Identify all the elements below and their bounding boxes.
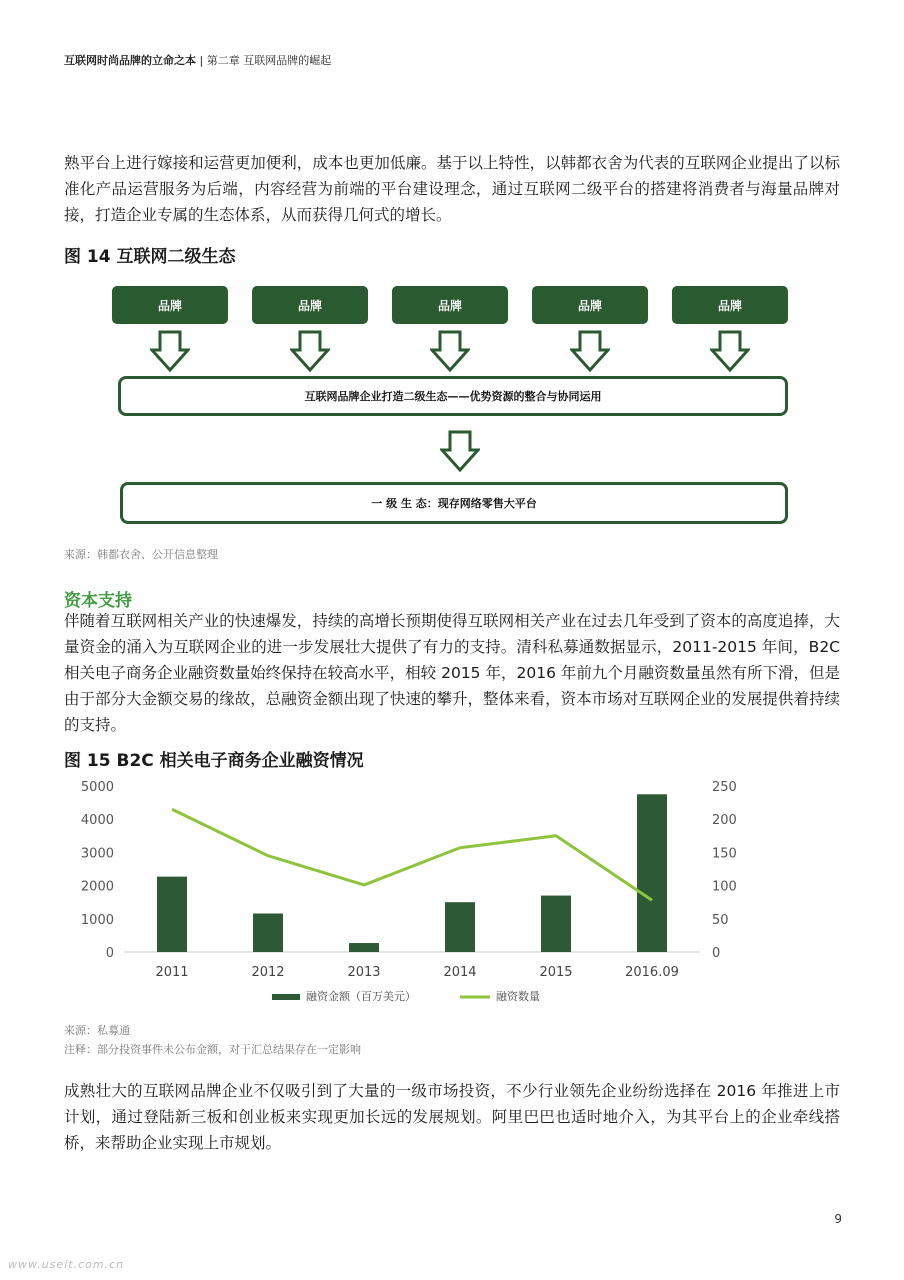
x-tick-label: 2016.09 — [625, 965, 679, 980]
legend-line-label: 融资数量 — [496, 990, 540, 1003]
header-separator: | — [199, 54, 204, 67]
figure-14-source: 来源：韩都衣舍、公开信息整理 — [64, 548, 218, 561]
financing-chart — [64, 772, 784, 1020]
page-number: 9 — [834, 1212, 842, 1226]
y-right-tick-label: 100 — [712, 879, 737, 895]
brand-box-1: 品牌 — [112, 286, 228, 324]
brand-box-3: 品牌 — [392, 286, 508, 324]
down-arrow-icon — [290, 330, 330, 372]
y-right-tick-label: 0 — [712, 946, 721, 961]
x-tick-label: 2011 — [155, 965, 189, 980]
bar-financing-amount — [637, 794, 667, 952]
down-arrow-icon — [570, 330, 610, 372]
x-tick-label: 2014 — [443, 965, 477, 980]
primary-ecosystem-box: 一 级 生 态：现存网络零售大平台 — [120, 482, 788, 524]
paragraph-1: 熟平台上进行嫁接和运营更加便利，成本也更加低廉。基于以上特性，以韩都衣舍为代表的互联网企业提出了以标准化产品运营服务为后端，内容经营为前端的平台建设理念，通过互联网二级平台的搭建将消费者与海量品牌对接，打造企业专属的生态体系，从而获得几何式的增长。 — [64, 154, 840, 224]
bar-financing-amount — [253, 913, 283, 952]
x-tick-label: 2012 — [251, 965, 285, 980]
y-left-tick-label: 3000 — [80, 846, 114, 862]
down-arrow-icon — [440, 430, 480, 472]
figure-14-title: 图 14 互联网二级生态 — [64, 247, 236, 267]
down-arrow-icon — [150, 330, 190, 372]
brand-box-4: 品牌 — [532, 286, 648, 324]
y-right-tick-label: 200 — [712, 813, 737, 829]
bar-financing-amount — [445, 902, 475, 952]
figure-15-title: 图 15 B2C 相关电子商务企业融资情况 — [64, 751, 364, 771]
legend-bar-swatch — [272, 994, 300, 1000]
x-tick-label: 2015 — [539, 965, 573, 980]
down-arrow-icon — [710, 330, 750, 372]
legend-bar-label: 融资金额（百万美元） — [306, 990, 416, 1003]
x-tick-label: 2013 — [347, 965, 381, 980]
paragraph-3: 成熟壮大的互联网品牌企业不仅吸引到了大量的一级市场投资，不少行业领先企业纷纷选择在 2016 年推进上市计划，通过登陆新三板和创业板来实现更加长远的发展规划。阿里巴巴也适时地介入，为其平台上的企业牵线搭桥，来帮助企业实现上市规划。 — [64, 1082, 840, 1152]
ecosystem-diagram — [64, 280, 840, 530]
y-right-tick-label: 150 — [712, 846, 737, 862]
paragraph-2: 伴随着互联网相关产业的快速爆发，持续的高增长预期使得互联网相关产业在过去几年受到了资本的高度追捧，大量资金的涌入为互联网企业的进一步发展壮大提供了有力的支持。清科私募通数据显示，2011-2015 年间，B2C 相关电子商务企业融资数量始终保持在较高水平，相较 2015 年，2016 年前九个月融资数量虽然有所下滑，但是由于部分大金额交易的缘故，总融资金额出现了快速的攀升，整体来看，资本市场对互联网企业的发展提供着持续的支持。 — [64, 612, 840, 734]
bar-financing-amount — [157, 877, 187, 952]
y-right-tick-label: 250 — [712, 780, 737, 795]
line-financing-count — [172, 809, 652, 900]
y-right-tick-label: 50 — [712, 912, 729, 928]
brand-box-5: 品牌 — [672, 286, 788, 324]
down-arrow-icon — [430, 330, 470, 372]
header-chapter: 第二章 互联网品牌的崛起 — [206, 54, 332, 67]
y-left-tick-label: 1000 — [80, 912, 114, 928]
running-header — [64, 52, 331, 68]
y-left-tick-label: 5000 — [80, 780, 114, 795]
y-left-tick-label: 0 — [105, 946, 114, 961]
y-left-tick-label: 4000 — [80, 813, 114, 829]
y-left-tick-label: 2000 — [80, 879, 114, 895]
header-title: 互联网时尚品牌的立命之本 — [64, 54, 196, 67]
watermark-text: www.useit.com.cn — [8, 1258, 125, 1271]
bar-financing-amount — [349, 943, 379, 952]
figure-15-source: 来源：私募通 — [64, 1024, 130, 1037]
bar-financing-amount — [541, 896, 571, 952]
section-heading: 资本支持 — [64, 591, 132, 611]
brand-box-2: 品牌 — [252, 286, 368, 324]
secondary-ecosystem-box: 互联网品牌企业打造二级生态——优势资源的整合与协同运用 — [118, 376, 788, 416]
figure-15-note: 注释：部分投资事件未公布金额，对于汇总结果存在一定影响 — [64, 1043, 361, 1056]
